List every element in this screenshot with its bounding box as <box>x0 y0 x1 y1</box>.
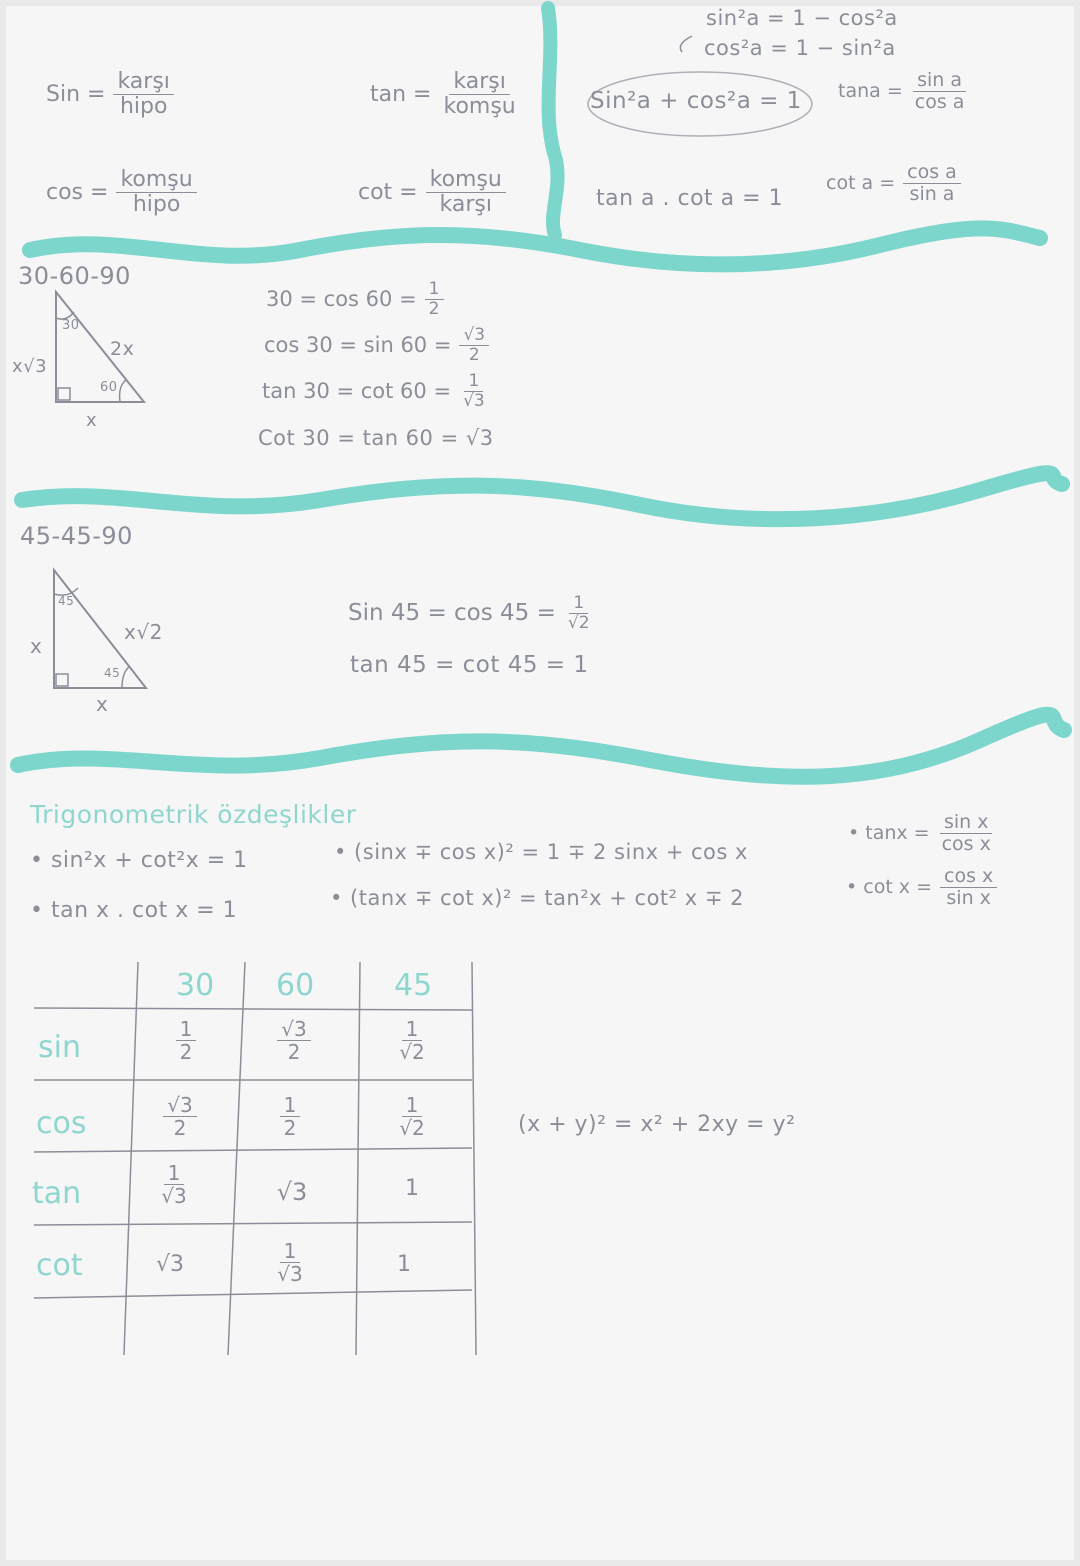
tri45-left-side: x <box>30 634 43 658</box>
table-cell: √3 <box>276 1178 308 1206</box>
identity-cotx-den: sin x <box>946 886 991 909</box>
def-sin <box>46 70 174 119</box>
tri30-eq2-den: 2 <box>468 344 480 365</box>
table-cell: $\frac{√3}{2}$ <box>244 1018 344 1063</box>
section-title-45-45-90: 45-45-90 <box>20 522 133 550</box>
tri45-eq1-num: 1 <box>569 594 588 614</box>
def-cos-num: komşu <box>116 168 196 193</box>
tri30-top-angle: 30 <box>62 318 80 333</box>
table-cell: $\frac{1}{2}$ <box>240 1094 340 1139</box>
table-cell: $\frac{1}{√2}$ <box>399 1093 425 1140</box>
def-tan <box>370 70 520 119</box>
table-row-label-cot: cot <box>36 1248 83 1283</box>
identity-tan-cot: tan a . cot a = 1 <box>596 186 784 211</box>
identity-cotx-num: cos x <box>940 866 997 888</box>
tri45-bottom-angle: 45 <box>104 666 121 680</box>
tri30-eq2 <box>264 326 489 364</box>
tri30-eq1-lhs: 30 = cos 60 = <box>266 287 417 312</box>
identity-tanx-num: sin x <box>940 812 993 834</box>
table-row-label-tan: tan <box>32 1176 82 1211</box>
tri30-eq1-den: 2 <box>428 298 440 319</box>
table-cell: $\frac{√3}{2}$ <box>130 1094 230 1139</box>
table-cell: $\frac{1}{√3}$ <box>277 1239 303 1286</box>
def-sin-den: hipo <box>119 94 168 120</box>
identity-pythagorean: Sin²a + cos²a = 1 <box>590 88 802 114</box>
table-header-60: 60 <box>276 968 315 1003</box>
identity-sin2: sin²a = 1 − cos²a <box>706 6 898 30</box>
tri45-bottom-side: x <box>96 692 109 716</box>
identity-cota-num: cos a <box>903 162 961 184</box>
identity-2: • tan x . cot x = 1 <box>30 898 238 923</box>
table-cell: $\frac{1}{2}$ <box>136 1018 236 1063</box>
def-cos-den: hipo <box>132 192 181 218</box>
identity-tanx-den: cos x <box>941 832 991 855</box>
tri30-eq4: Cot 30 = tan 60 = √3 <box>258 426 494 450</box>
vertical-divider-stroke <box>548 8 558 235</box>
def-sin-num: karşı <box>113 70 173 95</box>
tri45-eq1-lhs: Sin 45 = cos 45 = <box>348 600 556 627</box>
tri30-eq1 <box>266 280 444 318</box>
tri30-bottom-side: x <box>86 410 98 431</box>
tri30-eq1-num: 1 <box>425 280 444 300</box>
table-cell: $\frac{1}{√3}$ <box>161 1161 187 1208</box>
tri45-eq2: tan 45 = cot 45 = 1 <box>350 652 589 678</box>
identity-4: • (tanx ∓ cot x)² = tan²x + cot² x ∓ 2 <box>330 886 744 910</box>
tri30-eq3-den: √3 <box>463 390 485 411</box>
identity-tana-num: sin a <box>913 70 966 92</box>
table-cell: 1 <box>397 1252 411 1277</box>
tri30-eq3-num: 1 <box>464 372 483 392</box>
identities-title: Trigonometrik özdeşlikler <box>30 800 357 829</box>
identity-cota <box>826 162 961 205</box>
wave-separator-3 <box>18 715 1064 777</box>
table-row-label-cos: cos <box>36 1106 87 1141</box>
def-cos <box>46 168 197 217</box>
def-cot-lhs: cot = <box>358 180 418 206</box>
tri30-eq3-lhs: tan 30 = cot 60 = <box>262 379 452 404</box>
identity-cota-den: sin a <box>909 182 955 205</box>
def-sin-lhs: Sin = <box>46 82 106 108</box>
identity-cotx-lhs: • cot x = <box>846 876 933 899</box>
identity-tana-den: cos a <box>914 90 965 113</box>
table-header-30: 30 <box>176 968 215 1003</box>
identity-cotx <box>846 866 997 909</box>
table-header-45: 45 <box>394 968 433 1003</box>
table-cell: 1 <box>405 1176 419 1201</box>
identity-tana <box>838 70 968 113</box>
tri30-eq2-num: √3 <box>459 326 489 346</box>
tri30-eq3 <box>262 372 489 410</box>
tri45-hypotenuse: x√2 <box>124 620 163 644</box>
def-cot-den: karşı <box>439 192 492 218</box>
identity-tanx-lhs: • tanx = <box>848 822 930 845</box>
identity-3: • (sinx ∓ cos x)² = 1 ∓ 2 sinx + cos x <box>334 840 748 864</box>
identity-tanx <box>848 812 995 855</box>
def-tan-lhs: tan = <box>370 82 432 108</box>
tri30-left-side: x√3 <box>12 356 48 377</box>
tri45-eq1-den: √2 <box>567 612 590 633</box>
def-tan-num: karşı <box>449 70 509 95</box>
tri45-top-angle: 45 <box>58 594 75 608</box>
identity-cos2: cos²a = 1 − sin²a <box>704 36 896 60</box>
identity-cota-lhs: cot a = <box>826 172 896 195</box>
arrow-mark <box>680 36 692 52</box>
identity-tana-lhs: tana = <box>838 80 903 103</box>
def-tan-den: komşu <box>443 94 516 120</box>
tri30-bottom-angle: 60 <box>100 380 118 395</box>
wave-separator-2 <box>22 473 1062 519</box>
wave-separator-1 <box>30 228 1040 264</box>
binomial-expansion: (x + y)² = x² + 2xy = y² <box>518 1112 796 1137</box>
table-row-label-sin: sin <box>38 1030 81 1065</box>
tri30-eq2-lhs: cos 30 = sin 60 = <box>264 333 452 358</box>
tri30-hypotenuse: 2x <box>110 338 135 360</box>
def-cot-num: komşu <box>426 168 506 193</box>
def-cos-lhs: cos = <box>46 180 109 206</box>
def-cot <box>358 168 506 217</box>
table-cell: √3 <box>155 1252 184 1277</box>
identity-1: • sin²x + cot²x = 1 <box>30 848 248 873</box>
table-cell: $\frac{1}{√2}$ <box>399 1017 425 1064</box>
tri45-eq1 <box>348 594 594 632</box>
section-title-30-60-90: 30-60-90 <box>18 262 131 290</box>
